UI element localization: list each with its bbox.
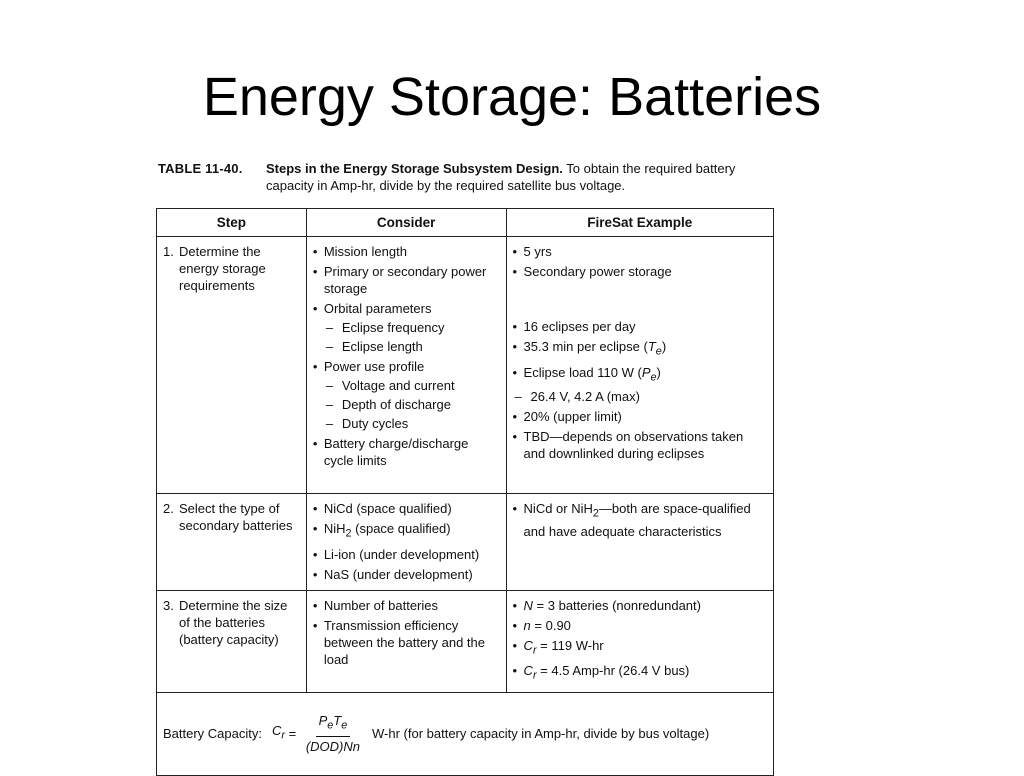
- example-item: • 5 yrs: [513, 243, 767, 260]
- formula-lhs: $C_r$: [272, 723, 285, 743]
- table-label: TABLE 11-40.: [158, 161, 243, 176]
- header-example: FireSat Example: [506, 209, 773, 237]
- example-item: • NiCd or NiH$_2$—both are space-qualified and have adequate characteristics: [513, 500, 767, 540]
- table-row: [157, 494, 774, 591]
- consider-item: • NiCd (space qualified): [313, 500, 500, 517]
- formula-row: [157, 692, 774, 775]
- step-number: 3.: [163, 597, 174, 613]
- consider-cell: [306, 494, 506, 591]
- header-consider: Consider: [306, 209, 506, 237]
- example-item: • N = 3 batteries (nonredundant): [513, 597, 767, 614]
- consider-subitem: – Duty cycles: [324, 415, 500, 432]
- header-step: Step: [157, 209, 307, 237]
- step-text: Select the type of secondary batteries: [179, 501, 293, 533]
- example-item: • $C_r = 4.5$ Amp-hr (26.4 V bus): [513, 662, 767, 685]
- example-subitem: – 26.4 V, 4.2 A (max): [513, 388, 767, 405]
- formula-denominator: (DOD)Nn: [305, 739, 360, 755]
- example-item: • Secondary power storage: [513, 263, 767, 280]
- consider-item: • Li-ion (under development): [313, 546, 500, 563]
- consider-subitem: – Eclipse length: [324, 338, 500, 355]
- consider-cell: [306, 590, 506, 692]
- consider-item: • NaS (under development): [313, 566, 500, 583]
- consider-cell: [306, 237, 506, 494]
- table-caption-rest: To obtain the required battery capacity in Amp-hr, divide by the required satellite bus voltage.: [266, 161, 736, 193]
- example-item: • 16 eclipses per day: [513, 318, 767, 335]
- formula-cell: [157, 692, 774, 775]
- example-item: • TBD—depends on observations taken and downlinked during eclipses: [513, 428, 767, 462]
- step-number: 2.: [163, 501, 174, 516]
- consider-subitem: – Eclipse frequency: [324, 319, 500, 336]
- example-item: • 20% (upper limit): [513, 408, 767, 425]
- formula-label: Battery Capacity:: [163, 726, 262, 742]
- consider-subitem: – Depth of discharge: [324, 396, 500, 413]
- example-cell: [506, 237, 773, 494]
- consider-item: • NiH$_2$ (space qualified): [313, 520, 500, 543]
- consider-item: • Orbital parameters – Eclipse frequency – Eclipse length: [313, 300, 500, 355]
- table-caption-text: [266, 160, 778, 194]
- consider-item: • Transmission efficiency between the battery and the load: [313, 617, 500, 668]
- step-text: Determine the size of the batteries (battery capacity): [179, 597, 288, 647]
- example-item: • Eclipse load 110 W $(P_e)$ – 26.4 V, 4.2 A (max): [513, 364, 767, 406]
- formula-suffix: W-hr (for battery capacity in Amp-hr, divide by bus voltage): [372, 726, 710, 742]
- consider-item: • Primary or secondary power storage: [313, 263, 500, 297]
- table-header-row: [157, 209, 774, 237]
- battery-capacity-formula: [163, 693, 767, 775]
- step-cell: [157, 590, 307, 692]
- consider-subitem: – Voltage and current: [324, 377, 500, 394]
- example-item: • n = 0.90: [513, 617, 767, 634]
- formula-numerator: $P_eT_e$: [316, 712, 351, 737]
- step-text: Determine the energy storage requirements: [179, 244, 266, 293]
- step-cell: [157, 237, 307, 494]
- step-number: 1.: [163, 244, 174, 259]
- example-cell: [506, 590, 773, 692]
- step-cell: [157, 494, 307, 591]
- energy-storage-table: [156, 208, 774, 776]
- consider-item: • Battery charge/discharge cycle limits: [313, 435, 500, 469]
- consider-item: • Mission length: [313, 243, 500, 260]
- example-item: • 35.3 min per eclipse $(T_e)$: [513, 338, 767, 361]
- formula-equals: =: [285, 726, 300, 742]
- table-row: [157, 237, 774, 494]
- example-cell: [506, 494, 773, 591]
- example-item: • $C_r = 119$ W-hr: [513, 637, 767, 660]
- table-caption-bold: Steps in the Energy Storage Subsystem Design.: [266, 161, 563, 176]
- consider-item: • Number of batteries: [313, 597, 500, 614]
- table-row: [157, 590, 774, 692]
- formula-fraction: [306, 712, 360, 755]
- slide-title: Energy Storage: Batteries: [202, 67, 822, 127]
- consider-item: • Power use profile – Voltage and current – Depth of discharge – Duty cycles: [313, 358, 500, 432]
